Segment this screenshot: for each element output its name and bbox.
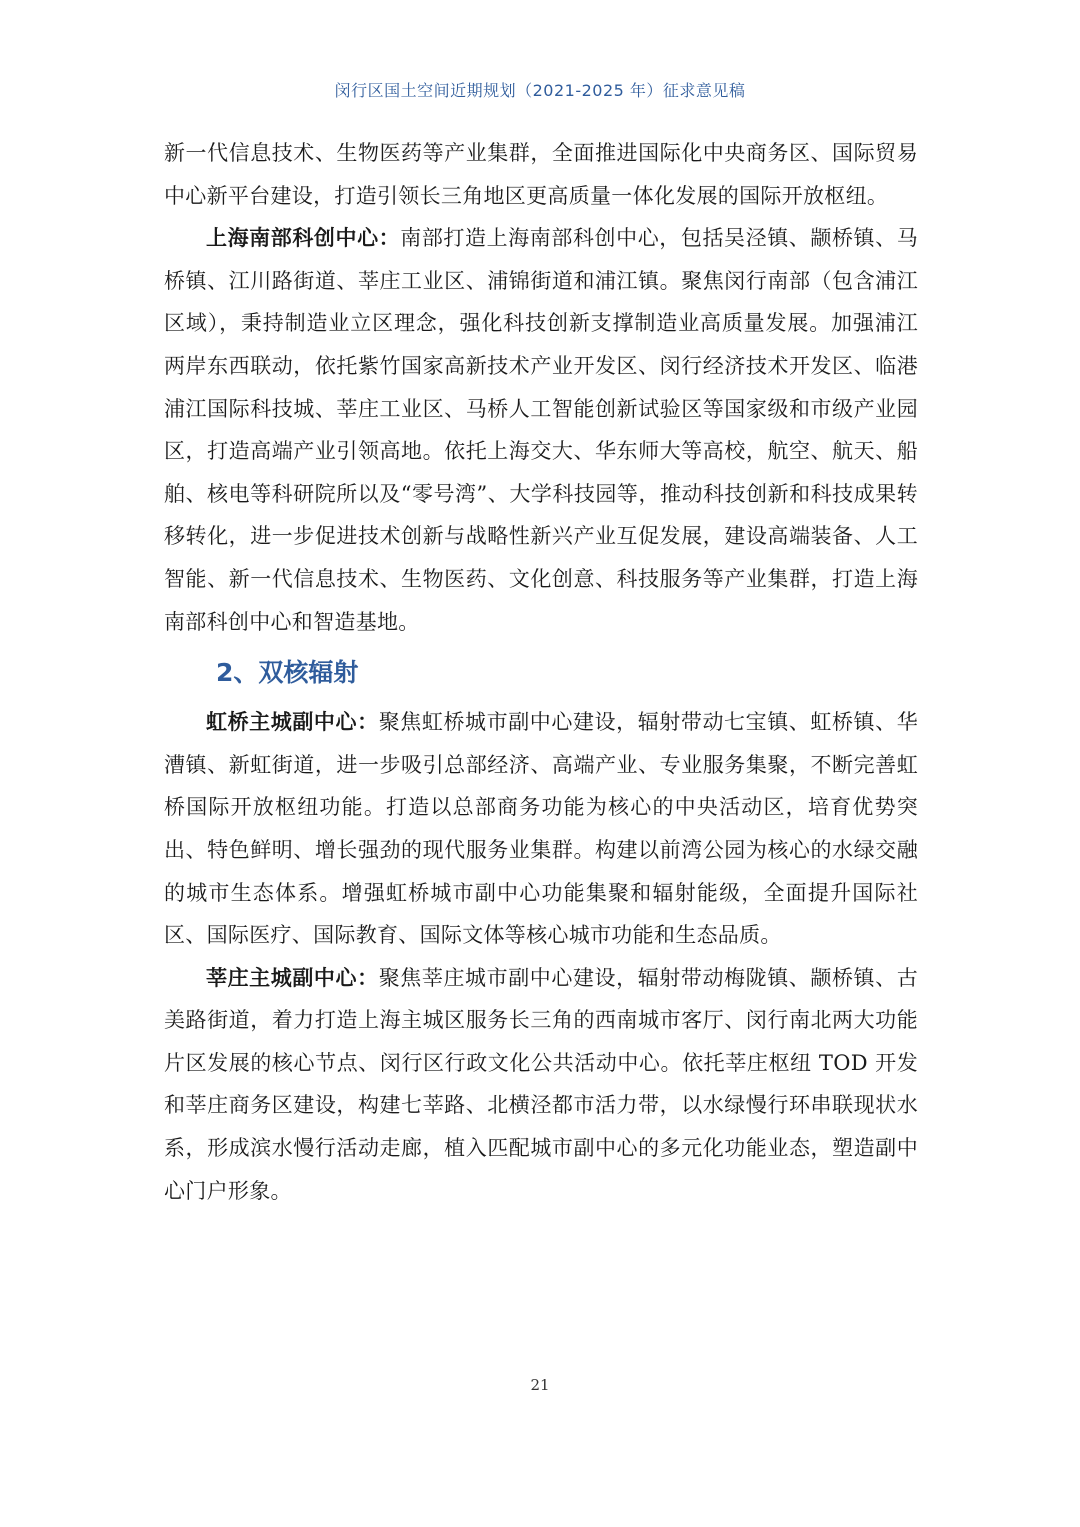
- page-content: [164, 132, 918, 1212]
- paragraph-lead-south-tech-center: 上海南部科创中心：: [206, 226, 401, 251]
- paragraph-text-hongqiao-subcenter: 聚焦虹桥城市副中心建设，辐射带动七宝镇、虹桥镇、华漕镇、新虹街道，进一步吸引总部经济、高端产业、专业服务集聚，不断完善虹桥国际开放枢纽功能。打造以总部商务功能为核心的中央活动区，培育优势突出、特色鲜明、增长强劲的现代服务业集群。构建以前湾公园为核心的水绿交融的城市生态体系。增强虹桥城市副中心功能集聚和辐射能级，全面提升国际社区、国际医疗、国际教育、国际文体等核心城市功能和生态品质。: [164, 710, 919, 948]
- paragraph-xinzhuang-subcenter: [164, 957, 918, 1213]
- paragraph-hongqiao-subcenter: [164, 701, 918, 957]
- section-heading-dual-core: 2、双核辐射: [216, 658, 359, 688]
- paragraph-text-xinzhuang-subcenter: 聚焦莘庄城市副中心建设，辐射带动梅陇镇、颛桥镇、古美路街道，着力打造上海主城区服务长三角的西南城市客厅、闵行南北两大功能片区发展的核心节点、闵行区行政文化公共活动中心。依托莘庄枢纽 TOD 开发和莘庄商务区建设，构建七莘路、北横泾都市活力带，以水绿慢行环串联现状水系，形成滨水慢行活动走廊，植入匹配城市副中心的多元化功能业态，塑造副中心门户形象。: [164, 965, 919, 1203]
- running-header: 闵行区国土空间近期规划（2021-2025 年）征求意见稿: [334, 81, 746, 100]
- paragraph-south-tech-center: [164, 217, 918, 643]
- paragraph-lead-hongqiao-subcenter: 虹桥主城副中心：: [206, 710, 379, 735]
- paragraph-lead-xinzhuang-subcenter: 莘庄主城副中心：: [206, 965, 379, 990]
- paragraph-text-south-tech-center: 南部打造上海南部科创中心，包括吴泾镇、颛桥镇、马桥镇、江川路街道、莘庄工业区、浦锦街道和浦江镇。聚焦闵行南部（包含浦江区域），秉持制造业立区理念，强化科技创新支撑制造业高质量发展。加强浦江两岸东西联动，依托紫竹国家高新技术产业开发区、闵行经济技术开发区、临港浦江国际科技城、莘庄工业区、马桥人工智能创新试验区等国家级和市级产业园区，打造高端产业引领高地。依托上海交大、华东师大等高校，航空、航天、船舶、核电等科研院所以及“零号湾”、大学科技园等，推动科技创新和科技成果转移转化，进一步促进技术创新与战略性新兴产业互促发展，建设高端装备、人工智能、新一代信息技术、生物医药、文化创意、科技服务等产业集群，打造上海南部科创中心和智造基地。: [164, 226, 918, 634]
- paragraph-intro: 新一代信息技术、生物医药等产业集群，全面推进国际化中央商务区、国际贸易中心新平台建设，打造引领长三角地区更高质量一体化发展的国际开放枢纽。: [164, 141, 918, 208]
- page-number: 21: [530, 1376, 550, 1394]
